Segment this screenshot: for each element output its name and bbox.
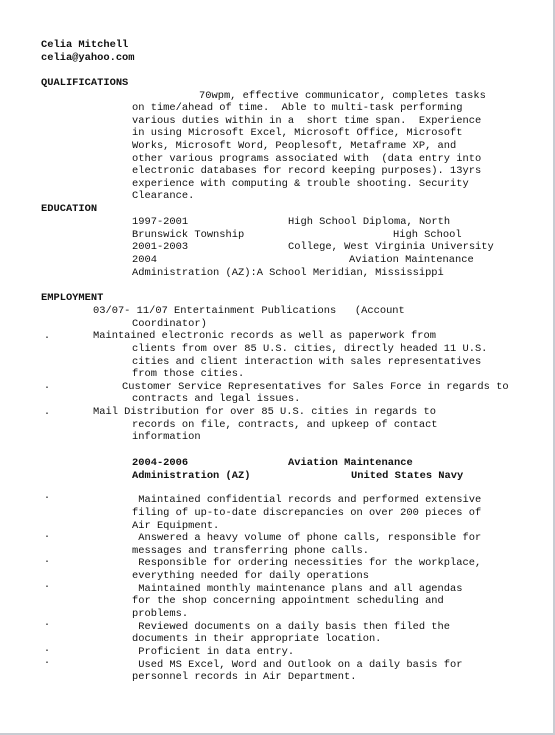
navy-duty: documents in their appropriate location.: [132, 633, 382, 645]
qualifications-heading: QUALIFICATIONS: [41, 77, 129, 89]
education-dates: 1997-2001: [132, 216, 189, 228]
navy-duty: Answered a heavy volume of phone calls, responsible for: [132, 532, 482, 544]
job-duty: from those cities.: [132, 368, 245, 380]
qualifications-line: in using Microsoft Excel, Microsoft Office, Microsoft: [132, 127, 463, 139]
education-dates: 2004: [132, 254, 157, 266]
job-duty: Mail Distribution for over 85 U.S. cities in regards to: [93, 406, 436, 418]
bullet-marker: ·: [44, 646, 51, 657]
qualifications-line: various duties within in a short time span. Experience: [132, 115, 482, 127]
qualifications-line: on time/ahead of time. Able to multi-task performing: [132, 102, 463, 114]
navy-duty: Maintained monthly maintenance plans and all agendas: [132, 583, 463, 595]
job-duty: Maintained electronic records as well as paperwork from: [93, 330, 436, 342]
bullet-marker: ·: [44, 493, 51, 504]
education-degree: College, West Virginia University: [288, 241, 494, 253]
qualifications-line: 70wpm, effective communicator, completes tasks: [199, 90, 486, 102]
education-heading: EDUCATION: [41, 203, 98, 215]
job-entry: Coordinator): [132, 318, 207, 330]
navy-duty: Used MS Excel, Word and Outlook on a daily basis for: [132, 659, 463, 671]
education-degree: High School Diploma, North: [288, 216, 451, 228]
job-duty: Customer Service Representatives for Sales Force in regards to: [122, 381, 509, 393]
job-duty: cities and client interaction with sales representatives: [132, 356, 482, 368]
job-title: Administration (AZ): [132, 470, 251, 482]
employment-heading: EMPLOYMENT: [41, 292, 104, 304]
education-school: Administration (AZ):A School Meridian, Mississippi: [132, 267, 444, 279]
navy-duty: Maintained confidential records and performed extensive: [132, 494, 482, 506]
bullet-marker: .: [44, 381, 51, 392]
bullet-marker: ·: [44, 532, 51, 543]
candidate-name: Celia Mitchell: [41, 39, 129, 51]
bullet-marker: ·: [44, 620, 51, 631]
qualifications-line: electronic databases for record keeping purposes). 13yrs: [132, 165, 482, 177]
job-duty: clients from over 85 U.S. cities, directly headed 11 U.S.: [132, 343, 488, 355]
bullet-marker: .: [44, 407, 51, 418]
navy-duty: problems.: [132, 608, 189, 620]
bullet-marker: ·: [44, 658, 51, 669]
navy-duty: everything needed for daily operations: [132, 570, 369, 582]
job-title: Aviation Maintenance: [288, 457, 413, 469]
education-school: Brunswick Township: [132, 229, 245, 241]
navy-duty: Responsible for ordering necessities for the workplace,: [132, 557, 482, 569]
job-duty: information: [132, 431, 201, 443]
navy-duty: personnel records in Air Department.: [132, 671, 357, 683]
bullet-marker: .: [44, 331, 51, 342]
qualifications-line: other various programs associated with (data entry into: [132, 153, 482, 165]
job-dates: 2004-2006: [132, 457, 189, 469]
education-school: High School: [393, 229, 462, 241]
job-duty: contracts and legal issues.: [132, 393, 301, 405]
candidate-email: celia@yahoo.com: [41, 52, 135, 64]
navy-duty: filing of up-to-date discrepancies on over 200 pieces of: [132, 507, 482, 519]
education-degree: Aviation Maintenance: [349, 254, 474, 266]
job-organization: United States Navy: [351, 470, 464, 482]
navy-duty: messages and transferring phone calls.: [132, 545, 369, 557]
navy-duty: for the shop concerning appointment scheduling and: [132, 595, 444, 607]
qualifications-line: experience with computing & trouble shooting. Security: [132, 178, 469, 190]
qualifications-line: Works, Microsoft Word, Peoplesoft, Metaframe XP, and: [132, 140, 457, 152]
navy-duty: Reviewed documents on a daily basis then filed the: [132, 621, 451, 633]
navy-duty: Air Equipment.: [132, 520, 220, 532]
bullet-marker: ·: [44, 582, 51, 593]
bullet-marker: ·: [44, 557, 51, 568]
job-entry: 03/07- 11/07 Entertainment Publications (Account: [93, 305, 405, 317]
qualifications-line: Clearance.: [132, 190, 195, 202]
education-dates: 2001-2003: [132, 241, 189, 253]
job-duty: records on file, contracts, and upkeep of contact: [132, 419, 438, 431]
navy-duty: Proficient in data entry.: [132, 646, 295, 658]
